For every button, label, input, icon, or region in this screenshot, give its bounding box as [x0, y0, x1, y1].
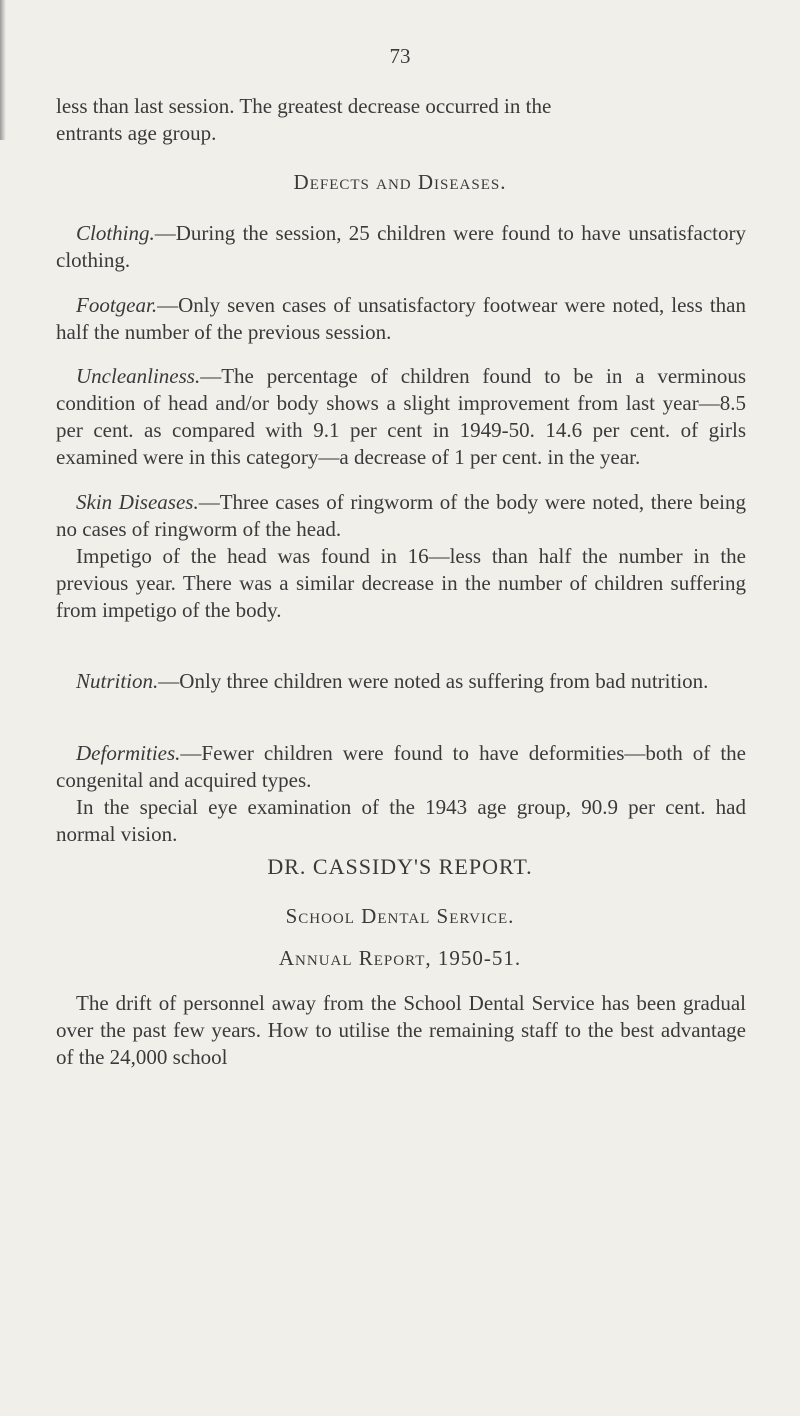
clothing-text: —During the session, 25 children were found to have unsatisfactory clothing. [56, 221, 746, 272]
footgear-text: —Only seven cases of unsatisfactory footwear were noted, less than half the number of the previous session. [56, 293, 746, 344]
section-heading: Defects and Diseases. [293, 170, 507, 194]
intro-paragraph [56, 93, 746, 147]
clothing-label: Clothing. [76, 221, 155, 245]
skin-diseases-label: Skin Diseases. [76, 490, 199, 514]
report-subtitle-year: Annual Report, 1950-51. [278, 946, 522, 970]
nutrition-text: —Only three children were noted as suffering from bad nutrition. [158, 669, 709, 693]
intro-line-2: entrants age group. [56, 121, 217, 145]
eye-examination-paragraph: In the special eye examination of the 1943 age group, 90.9 per cent. had normal vision. [56, 795, 746, 846]
report-title: DR. CASSIDY'S REPORT. [267, 854, 533, 879]
skin-diseases-text: —Three cases of ringworm of the body were noted, there being no cases of ringworm of the head. [56, 490, 747, 541]
footgear-label: Footgear. [76, 293, 158, 317]
uncleanliness-label: Uncleanliness. [76, 364, 201, 388]
uncleanliness-text: —The percentage of children found to be in a verminous condition of head and/or body shows a slight improvement from last year—8.5 per cent. as compared with 9.1 per cent in 1949-50. 14.6 per cent. of girls examined were in this category—a decrease of 1 per cent. in the year. [56, 364, 746, 469]
report-body-text: The drift of personnel away from the School Dental Service has been gradual over the past few years. How to utilise the remaining staff to the best advantage of the 24,000 school [56, 991, 746, 1069]
deformities-paragraph [56, 740, 746, 848]
uncleanliness-paragraph [56, 363, 746, 471]
deformities-text: —Fewer children were found to have deformities—both of the congenital and acquired types. [56, 741, 746, 792]
report-subtitle: School Dental Service. [285, 904, 515, 928]
impetigo-paragraph: Impetigo of the head was found in 16—less than half the number in the previous year. There was a similar decrease in the number of children suffering from impetigo of the body. [56, 544, 746, 622]
page-number: 73 [389, 44, 411, 68]
footgear-paragraph [56, 292, 746, 346]
intro-line-1: less than last session. The greatest decrease occurred in the [56, 94, 552, 118]
nutrition-label: Nutrition. [76, 669, 159, 693]
nutrition-paragraph [56, 668, 746, 695]
skin-diseases-paragraph [56, 489, 746, 624]
page-edge-shadow [0, 0, 6, 140]
report-body-paragraph [56, 990, 746, 1071]
deformities-label: Deformities. [76, 741, 181, 765]
clothing-paragraph [56, 220, 746, 274]
